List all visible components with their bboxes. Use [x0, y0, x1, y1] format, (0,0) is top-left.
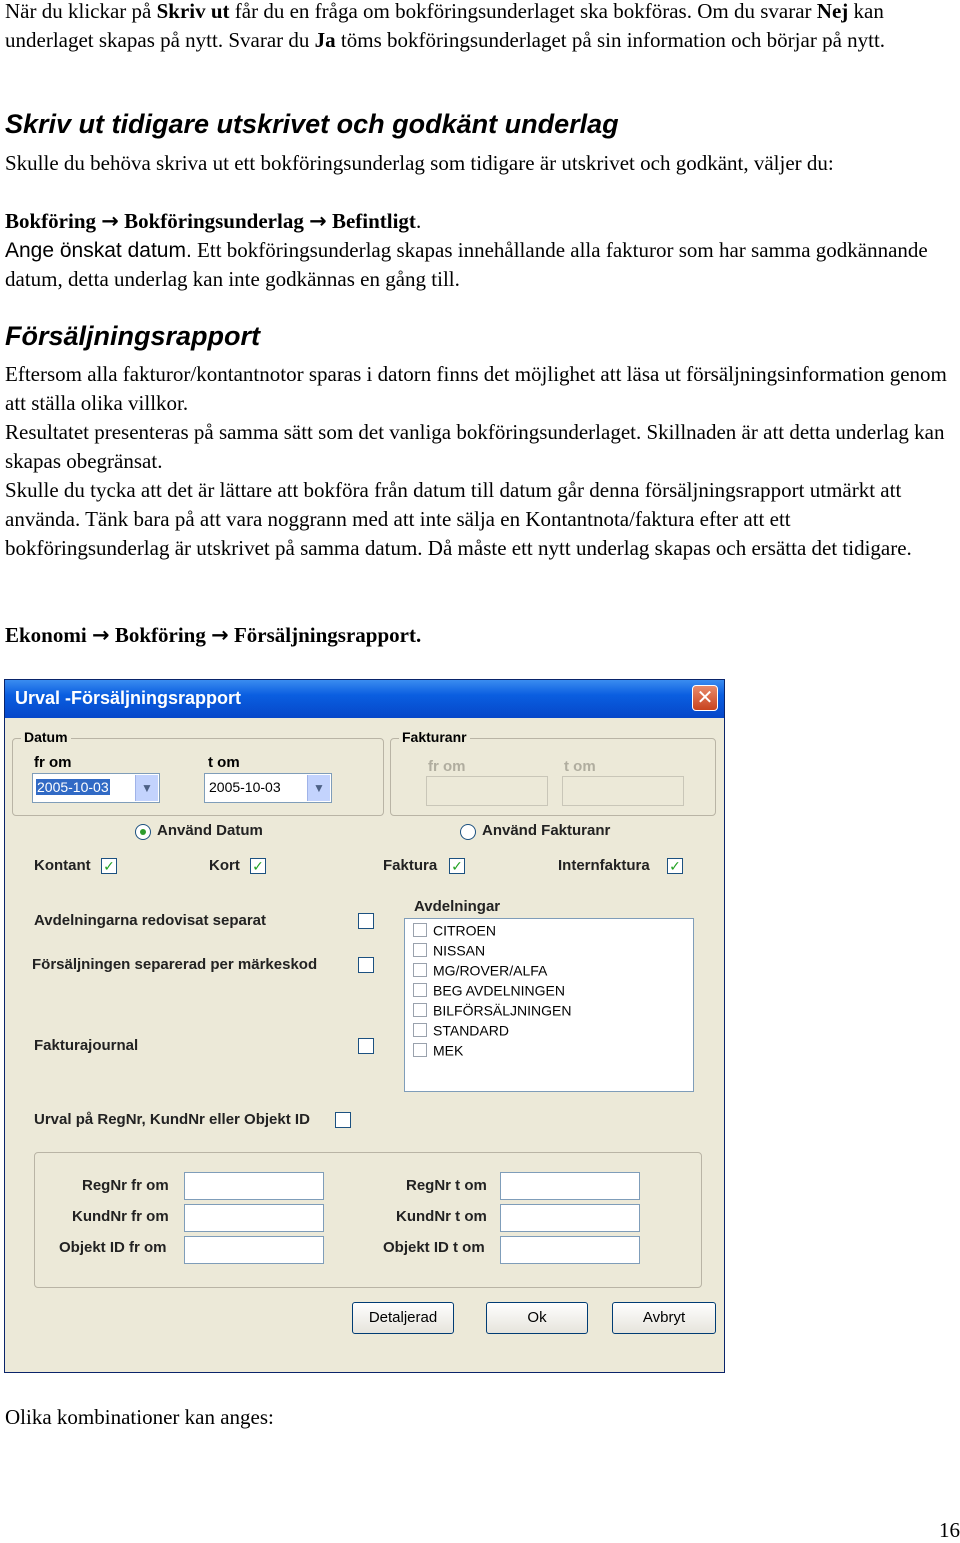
footer-text: Olika kombinationer kan anges:: [5, 1405, 274, 1429]
checkbox-icon[interactable]: [413, 983, 427, 997]
arrow-icon: →: [211, 623, 229, 647]
faktura-label: Faktura: [383, 857, 438, 874]
checkbox-icon[interactable]: [413, 943, 427, 957]
kort-label: Kort: [209, 857, 240, 874]
datum-from-label: fr om: [34, 754, 72, 771]
intro-text-4: töms bokföringsunderlaget på sin information och börjar på nytt.: [340, 28, 886, 52]
objekt-from-input[interactable]: [184, 1236, 324, 1264]
kundnr-to-label: KundNr t om: [396, 1208, 487, 1225]
avd-separat-checkbox[interactable]: [358, 913, 374, 929]
section1-lead: Ange önskat datum.: [5, 239, 192, 262]
internfaktura-checkbox[interactable]: ✓: [667, 858, 683, 874]
objekt-to-label: Objekt ID t om: [383, 1239, 485, 1256]
regnr-to-input[interactable]: [500, 1172, 640, 1200]
list-item-label: STANDARD: [433, 1022, 509, 1039]
regnr-from-label: RegNr fr om: [82, 1177, 169, 1194]
intro-paragraph: [5, 0, 955, 55]
radio-anvand-fakturanr[interactable]: [460, 824, 476, 840]
radio-anvand-fakturanr-label: Använd Fakturanr: [482, 822, 611, 839]
path-item: Befintligt: [331, 209, 416, 233]
objekt-to-input[interactable]: [500, 1236, 640, 1264]
kontant-checkbox[interactable]: ✓: [101, 858, 117, 874]
fakturajournal-label: Fakturajournal: [34, 1037, 139, 1054]
intro-text-1: När du klickar på: [5, 0, 152, 23]
intro-nej: Nej: [816, 0, 849, 23]
arrow-icon: →: [101, 209, 119, 233]
radio-anvand-datum-label: Använd Datum: [157, 822, 263, 839]
regnr-from-input[interactable]: [184, 1172, 324, 1200]
date-to-combo[interactable]: [204, 773, 332, 803]
path-item: Försäljningsrapport.: [233, 623, 422, 647]
intro-ja: Ja: [314, 28, 336, 52]
list-item-label: CITROEN: [433, 922, 496, 939]
urval-label: Urval på RegNr, KundNr eller Objekt ID: [34, 1111, 310, 1128]
kontant-label: Kontant: [34, 857, 91, 874]
section2-p1: Eftersom alla fakturor/kontantnotor sparas i datorn finns det möjlighet att läsa ut försäljningsinformation genom att ställa olika villkor.: [5, 362, 947, 415]
kundnr-from-label: KundNr fr om: [72, 1208, 169, 1225]
section1-text2: [5, 236, 955, 294]
list-item-label: NISSAN: [433, 942, 486, 959]
list-item-label: BILFÖRSÄLJNINGEN: [433, 1002, 572, 1019]
section1-heading: Skriv ut tidigare utskrivet och godkänt underlag: [5, 109, 619, 139]
faktura-checkbox[interactable]: ✓: [449, 858, 465, 874]
avbryt-button[interactable]: Avbryt: [612, 1302, 716, 1334]
section2-path: [5, 621, 955, 650]
avdelningar-listbox[interactable]: [404, 918, 694, 1092]
intro-text-3: kan underlaget skapas på nytt. Svarar du: [5, 0, 884, 52]
datum-legend: Datum: [21, 729, 71, 745]
list-item[interactable]: [413, 941, 485, 961]
list-item-label: MG/ROVER/ALFA: [433, 962, 548, 979]
intro-skriv-ut: Skriv ut: [156, 0, 230, 23]
dialog-title: Urval -Försäljningsrapport: [15, 688, 242, 708]
checkbox-icon[interactable]: [413, 1003, 427, 1017]
list-item[interactable]: [413, 1041, 463, 1061]
list-item[interactable]: [413, 1021, 509, 1041]
path-item: Ekonomi: [5, 623, 87, 647]
fakturanr-from-label: fr om: [428, 758, 466, 775]
list-item-label: BEG AVDELNINGEN: [433, 982, 566, 999]
urval-checkbox[interactable]: [335, 1112, 351, 1128]
fakturanr-from-input[interactable]: [426, 776, 548, 806]
avd-separat-label: Avdelningarna redovisat separat: [34, 912, 267, 929]
avdelningar-legend: Avdelningar: [414, 898, 501, 915]
regnr-to-label: RegNr t om: [406, 1177, 487, 1194]
ok-button[interactable]: Ok: [486, 1302, 588, 1334]
fakturanr-legend: Fakturanr: [399, 729, 470, 745]
detaljerad-button[interactable]: Detaljerad: [352, 1302, 454, 1334]
list-item[interactable]: [413, 1001, 571, 1021]
path-item: Bokföring: [114, 623, 206, 647]
kort-checkbox[interactable]: ✓: [250, 858, 266, 874]
kundnr-to-input[interactable]: [500, 1204, 640, 1232]
chevron-down-icon[interactable]: ▼: [135, 775, 158, 801]
objekt-from-label: Objekt ID fr om: [59, 1239, 167, 1256]
checkbox-icon[interactable]: [413, 923, 427, 937]
internfaktura-label: Internfaktura: [558, 857, 650, 874]
list-item[interactable]: [413, 961, 547, 981]
marke-separat-checkbox[interactable]: [358, 957, 374, 973]
page-number: 16: [939, 1518, 960, 1542]
dialog-titlebar: [5, 680, 724, 718]
checkbox-icon[interactable]: [413, 1023, 427, 1037]
path-end: .: [415, 209, 422, 233]
close-button[interactable]: ✕: [692, 685, 718, 711]
kundnr-from-input[interactable]: [184, 1204, 324, 1232]
list-item[interactable]: [413, 981, 565, 1001]
fakturanr-to-input[interactable]: [562, 776, 684, 806]
checkbox-icon[interactable]: [413, 1043, 427, 1057]
marke-separat-label: Försäljningen separerad per märkeskod: [32, 956, 318, 973]
date-from-value: 2005-10-03: [37, 779, 109, 795]
section2-p3: Skulle du tycka att det är lättare att bokföra från datum till datum går denna försäljningsrapport utmärkt att använda. Tänk bara på att vara noggrann med att inte sälja en Kontantnota/faktura efter att ett bokföringsunderlag är utskrivet på samma datum. Då måste ett nytt underlag skapas och ersätta det tidigare.: [5, 478, 912, 560]
section2-heading: Försäljningsrapport: [5, 321, 261, 351]
date-to-value: 2005-10-03: [209, 779, 281, 795]
section1-text2-body: Ett bokföringsunderlag skapas innehållande alla fakturor som har samma godkännande datum, detta underlag kan inte godkännas en gång till.: [5, 238, 928, 291]
section2-p2: Resultatet presenteras på samma sätt som det vanliga bokföringsunderlaget. Skillnaden är att detta underlag kan skapas obegränsat.: [5, 420, 945, 473]
path-item: Bokföringsunderlag: [124, 209, 304, 233]
fakturanr-to-label: t om: [564, 758, 596, 775]
arrow-icon: →: [91, 623, 110, 647]
date-from-combo[interactable]: [32, 773, 160, 803]
section1-text: Skulle du behöva skriva ut ett bokföringsunderlag som tidigare är utskrivet och godkänt, väljer du:: [5, 151, 834, 175]
list-item-label: MEK: [433, 1042, 464, 1059]
datum-to-label: t om: [208, 754, 240, 771]
radio-anvand-datum[interactable]: [135, 824, 151, 840]
arrow-icon: →: [309, 209, 327, 233]
checkbox-icon[interactable]: [413, 963, 427, 977]
section1-path: [5, 207, 955, 236]
list-item[interactable]: [413, 921, 496, 941]
chevron-down-icon[interactable]: ▼: [307, 775, 330, 801]
fakturajournal-checkbox[interactable]: [358, 1038, 374, 1054]
intro-text-2: får du en fråga om bokföringsunderlaget ska bokföras. Om du svarar: [234, 0, 812, 23]
path-item: Bokföring: [5, 209, 97, 233]
